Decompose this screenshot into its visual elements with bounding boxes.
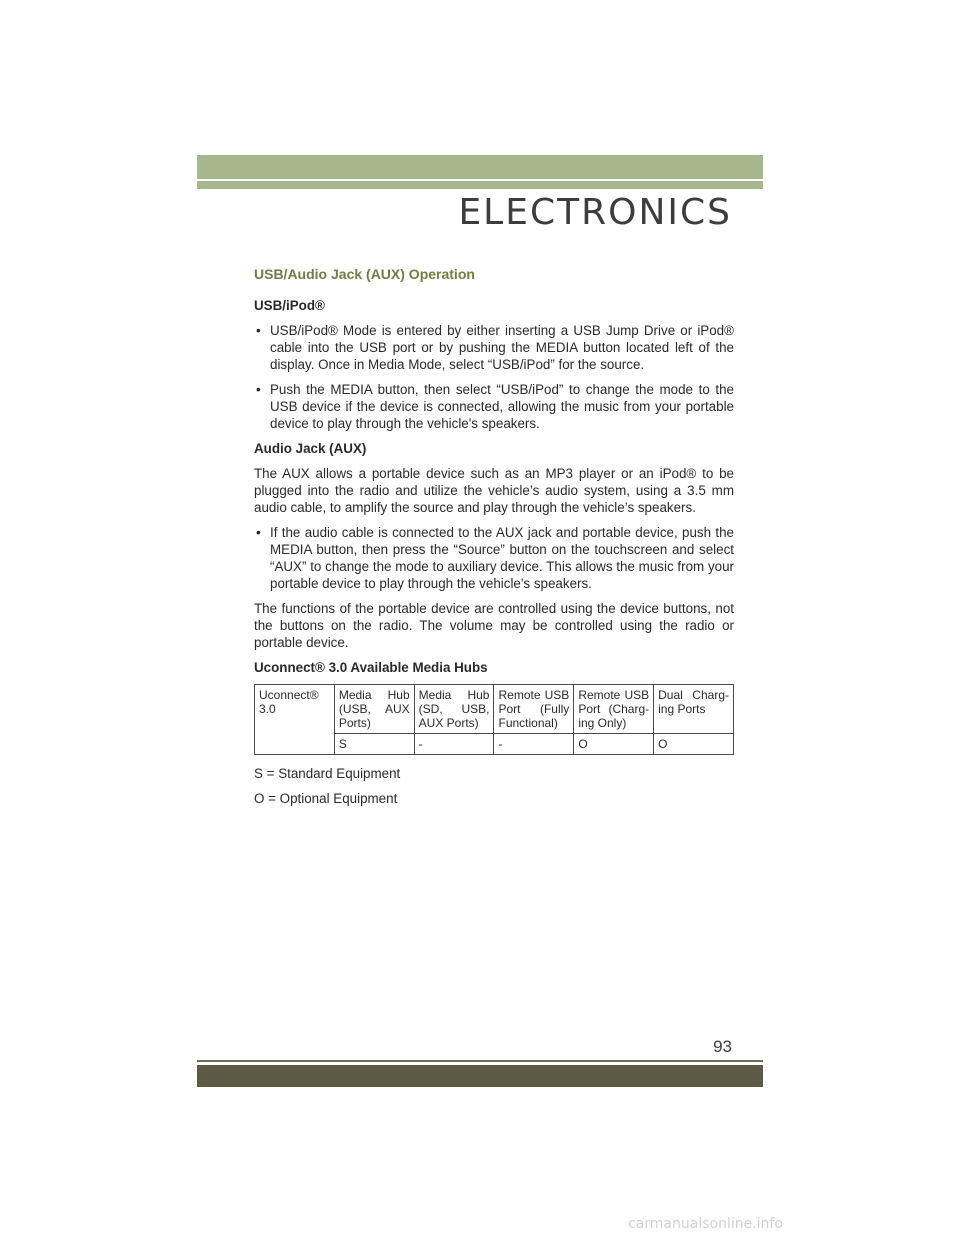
bullet-item: • USB/iPod® Mode is entered by either inserting a USB Jump Drive or iPod® cable into the USB port or by pushing the MEDIA button located left of the display. Once in Media Mode, select “USB/iPod” for the source. — [254, 322, 734, 373]
header-cell: Media Hub (SD, USB, AUX Ports) — [414, 685, 494, 734]
footer-band — [197, 1065, 763, 1087]
footer-line — [197, 1060, 763, 1062]
bullet-item: • Push the MEDIA button, then select “USB/iPod” to change the mode to the USB device if the device is connected, allowing the music from your portable device to play through the vehicle's speakers. — [254, 381, 734, 432]
header-cell: Dual Charg-ing Ports — [654, 685, 734, 734]
value-cell: S — [334, 734, 414, 755]
aux-intro-paragraph: The AUX allows a portable device such as an MP3 player or an iPod® to be plugged into the radio and utilize the vehicle’s audio system, using a 3.5 mm audio cable, to amplify the source and play through the vehicle’s speakers. — [254, 466, 734, 515]
header-cell: Remote USB Port (Fully Functional) — [494, 685, 574, 734]
value-cell: O — [654, 734, 734, 755]
aux-bullet-list — [254, 524, 734, 592]
legend-optional: O = Optional Equipment — [254, 791, 398, 806]
header-cell: Media Hub (USB, AUX Ports) — [334, 685, 414, 734]
main-content — [254, 266, 734, 815]
table-row — [255, 685, 734, 734]
value-cell: - — [414, 734, 494, 755]
section-title: ELECTRONICS — [458, 192, 732, 233]
media-hubs-table — [254, 684, 734, 755]
header-cell: Remote USB Port (Charg-ing Only) — [574, 685, 654, 734]
header-band — [197, 155, 763, 179]
table-title: Uconnect® 3.0 Available Media Hubs — [254, 660, 488, 675]
row-label-cell: Uconnect® 3.0 — [255, 685, 335, 755]
aux-subheading: Audio Jack (AUX) — [254, 441, 367, 456]
main-heading: USB/Audio Jack (AUX) Operation — [254, 266, 475, 282]
header-stripe — [197, 181, 763, 189]
page-number: 93 — [713, 1037, 732, 1056]
bullet-item: • If the audio cable is connected to the AUX jack and portable device, push the MEDIA button, then press the “Source” button on the touchscreen and select “AUX” to change the mode to auxiliary device. This allows the music from your portable device to play through the vehicle's speakers. — [254, 524, 734, 592]
value-cell: - — [494, 734, 574, 755]
usb-bullet-list — [254, 322, 734, 432]
usb-subheading: USB/iPod® — [254, 298, 325, 313]
watermark: carmanualsonline.info — [628, 1216, 783, 1232]
functions-paragraph: The functions of the portable device are controlled using the device buttons, not the buttons on the radio. The volume may be controlled using the radio or portable device. — [254, 601, 734, 650]
value-cell: O — [574, 734, 654, 755]
legend-standard: S = Standard Equipment — [254, 766, 401, 781]
